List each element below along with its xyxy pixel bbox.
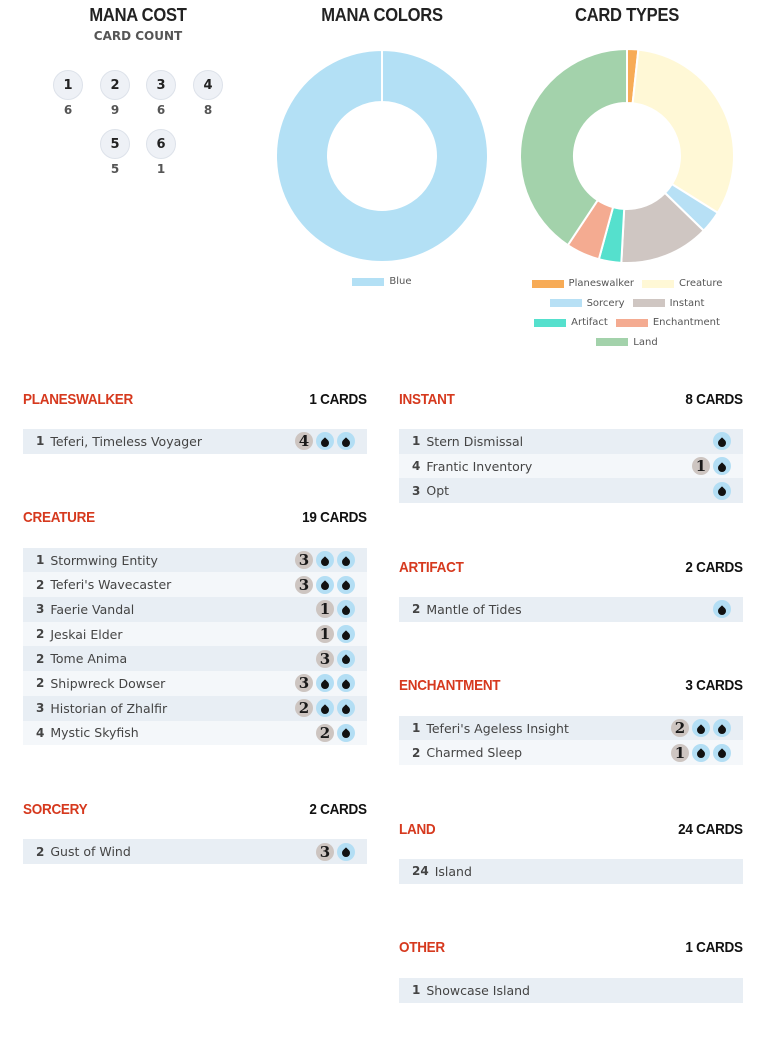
- card-quantity: 2: [412, 602, 421, 617]
- card-quantity: 3: [412, 483, 421, 498]
- drop-shape: [340, 679, 351, 690]
- legend-label: Blue: [389, 276, 412, 287]
- legend-item-blue: [352, 272, 411, 292]
- mana-cost-count: 1: [156, 162, 166, 176]
- legend-swatch: [534, 319, 566, 327]
- section-card-count: 2 CARDS: [685, 558, 743, 576]
- card-row[interactable]: [23, 622, 367, 647]
- card-quantity: 1: [412, 721, 421, 736]
- card-quantity: 2: [36, 577, 45, 592]
- card-name[interactable]: Charmed Sleep: [426, 745, 523, 761]
- legend-swatch: [616, 319, 648, 327]
- mana-cost-count: 8: [203, 103, 213, 117]
- mana-cost: [713, 600, 731, 618]
- drop-shape: [340, 581, 351, 592]
- section-header: [399, 937, 743, 959]
- water-drop-icon: [713, 719, 731, 737]
- drop-shape: [319, 704, 330, 715]
- mana-cost: [713, 432, 731, 450]
- section-card-count: 24 CARDS: [678, 820, 743, 838]
- legend-item-planeswalker: [532, 274, 634, 294]
- card-name[interactable]: Teferi, Timeless Voyager: [50, 433, 203, 449]
- mana-cost: [671, 744, 731, 762]
- water-drop-icon: [692, 719, 710, 737]
- drop-shape: [695, 724, 706, 735]
- water-drop-icon: [316, 551, 334, 569]
- drop-shape: [716, 724, 727, 735]
- mana-cost-count: 5: [110, 162, 120, 176]
- water-drop-icon: [316, 432, 334, 450]
- legend-swatch: [633, 299, 665, 307]
- right-column: [399, 388, 743, 1056]
- mana-cost-bubble: 6: [146, 129, 176, 159]
- mana-cost-item: [146, 129, 176, 176]
- legend-item-instant: [633, 294, 705, 314]
- card-name[interactable]: Island: [434, 863, 472, 879]
- legend-item-creature: [642, 274, 722, 294]
- mana-colors-slice-blue: [276, 50, 488, 262]
- mana-cost-count: 9: [110, 103, 120, 117]
- water-drop-icon: [337, 600, 355, 618]
- card-quantity: 2: [36, 676, 45, 691]
- card-row[interactable]: [399, 429, 743, 454]
- card-name[interactable]: Shipwreck Dowser: [50, 675, 166, 691]
- drop-shape: [340, 437, 351, 448]
- section-header: [23, 507, 367, 529]
- legend-label: Creature: [678, 278, 723, 289]
- section-title: SORCERY: [23, 800, 88, 818]
- mana-cost: [295, 432, 355, 450]
- legend-item-land: [596, 333, 657, 353]
- mana-cost: [713, 482, 731, 500]
- water-drop-icon: [337, 724, 355, 742]
- card-quantity: 2: [36, 844, 45, 859]
- section-creature: [23, 507, 367, 746]
- mana-cost: [316, 843, 355, 861]
- legend-label: Artifact: [571, 317, 608, 328]
- section-card-count: 1 CARDS: [685, 939, 743, 957]
- section-sorcery: [23, 798, 367, 864]
- drop-shape: [716, 437, 727, 448]
- legend-item-enchantment: [616, 313, 720, 333]
- left-column: [23, 388, 367, 917]
- section-title: ENCHANTMENT: [399, 677, 501, 695]
- water-drop-icon: [692, 744, 710, 762]
- water-drop-icon: [337, 625, 355, 643]
- card-name[interactable]: Mystic Skyfish: [50, 725, 139, 741]
- card-row[interactable]: [23, 572, 367, 597]
- generic-mana-icon: 1: [671, 744, 689, 762]
- section-planeswalker: [23, 388, 367, 454]
- generic-mana-icon: 3: [316, 843, 334, 861]
- water-drop-icon: [316, 576, 334, 594]
- mana-cost-bubble: 5: [100, 129, 130, 159]
- mana-cost: [692, 457, 731, 475]
- mana-colors-donut: [272, 46, 492, 266]
- drop-shape: [695, 749, 706, 760]
- section-title: INSTANT: [399, 390, 455, 408]
- mana-cost-title: MANA COST: [89, 5, 187, 25]
- legend-row: [517, 294, 737, 314]
- drop-shape: [340, 704, 351, 715]
- card-name[interactable]: Faerie Vandal: [50, 601, 135, 617]
- card-row[interactable]: [23, 696, 367, 721]
- legend-row: [302, 272, 462, 292]
- mana-cost-subtitle: CARD COUNT: [93, 29, 183, 43]
- generic-mana-icon: 3: [316, 650, 334, 668]
- section-card-count: 19 CARDS: [302, 509, 367, 527]
- card-row[interactable]: [399, 740, 743, 765]
- water-drop-icon: [713, 600, 731, 618]
- mana-cost-count: 6: [63, 103, 73, 117]
- water-drop-icon: [713, 457, 731, 475]
- legend-swatch: [352, 278, 384, 286]
- card-row[interactable]: [23, 646, 367, 671]
- water-drop-icon: [713, 482, 731, 500]
- generic-mana-icon: 4: [295, 432, 313, 450]
- card-name[interactable]: Opt: [426, 483, 450, 499]
- section-header: [399, 675, 743, 697]
- mana-cost: [295, 551, 355, 569]
- mana-cost: [295, 674, 355, 692]
- drop-shape: [340, 655, 351, 666]
- card-name[interactable]: Jeskai Elder: [50, 626, 123, 642]
- legend-item-artifact: [534, 313, 608, 333]
- card-quantity: 1: [36, 553, 45, 568]
- mana-cost-item: [193, 70, 223, 117]
- drop-shape: [340, 556, 351, 567]
- legend-row: [517, 333, 737, 353]
- water-drop-icon: [337, 674, 355, 692]
- card-row[interactable]: [23, 839, 367, 864]
- drop-shape: [319, 581, 330, 592]
- section-instant: [399, 388, 743, 503]
- card-name[interactable]: Stern Dismissal: [426, 433, 524, 449]
- card-types-donut: [517, 46, 737, 266]
- card-name[interactable]: Stormwing Entity: [50, 552, 158, 568]
- generic-mana-icon: 2: [671, 719, 689, 737]
- drop-shape: [340, 847, 351, 858]
- card-row[interactable]: [399, 478, 743, 503]
- generic-mana-icon: 3: [295, 551, 313, 569]
- drop-shape: [716, 749, 727, 760]
- card-quantity: 3: [36, 701, 45, 716]
- water-drop-icon: [316, 674, 334, 692]
- card-name[interactable]: Frantic Inventory: [426, 458, 533, 474]
- section-title: ARTIFACT: [399, 558, 464, 576]
- water-drop-icon: [337, 699, 355, 717]
- water-drop-icon: [316, 699, 334, 717]
- legend-label: Enchantment: [652, 317, 720, 328]
- section-title: CREATURE: [23, 509, 95, 527]
- generic-mana-icon: 3: [295, 674, 313, 692]
- drop-shape: [319, 679, 330, 690]
- drop-shape: [319, 437, 330, 448]
- card-row[interactable]: [399, 859, 743, 884]
- section-enchantment: [399, 675, 743, 765]
- mana-cost-item: [53, 70, 83, 117]
- mana-cost: [295, 576, 355, 594]
- section-card-count: 8 CARDS: [685, 390, 743, 408]
- generic-mana-icon: 2: [316, 724, 334, 742]
- section-other: [399, 937, 743, 1003]
- card-row[interactable]: [399, 978, 743, 1003]
- legend-swatch: [642, 280, 674, 288]
- section-header: [399, 388, 743, 410]
- mana-cost-bubble: 2: [100, 70, 130, 100]
- drop-shape: [716, 462, 727, 473]
- section-card-count: 1 CARDS: [309, 390, 367, 408]
- legend-row: [517, 274, 737, 294]
- section-title: PLANESWALKER: [23, 390, 134, 408]
- mana-cost-bubble: 3: [146, 70, 176, 100]
- card-name[interactable]: Teferi's Wavecaster: [50, 577, 172, 593]
- legend-item-sorcery: [550, 294, 625, 314]
- mana-cost-item: [146, 70, 176, 117]
- card-types-title: CARD TYPES: [575, 5, 679, 25]
- card-quantity: 1: [412, 983, 421, 998]
- card-quantity: 24: [412, 864, 429, 879]
- mana-cost: [671, 719, 731, 737]
- section-header: [399, 818, 743, 840]
- mana-cost-bubble: 1: [53, 70, 83, 100]
- legend-row: [517, 313, 737, 333]
- card-row[interactable]: [399, 716, 743, 741]
- mana-cost-bubble: 4: [193, 70, 223, 100]
- water-drop-icon: [713, 432, 731, 450]
- card-quantity: 4: [412, 459, 421, 474]
- card-name[interactable]: Historian of Zhalfir: [50, 700, 168, 716]
- section-card-count: 3 CARDS: [685, 677, 743, 695]
- card-row[interactable]: [23, 671, 367, 696]
- drop-shape: [716, 487, 727, 498]
- water-drop-icon: [713, 744, 731, 762]
- drop-shape: [340, 630, 351, 641]
- legend-label: Planeswalker: [568, 278, 634, 289]
- drop-shape: [716, 605, 727, 616]
- mana-cost: [316, 625, 355, 643]
- card-quantity: 1: [36, 434, 45, 449]
- generic-mana-icon: 1: [316, 625, 334, 643]
- legend-label: Sorcery: [586, 297, 625, 309]
- card-name[interactable]: Mantle of Tides: [426, 601, 522, 617]
- legend-swatch: [532, 280, 564, 288]
- mana-colors-legend: [302, 272, 462, 292]
- legend-label: Instant: [669, 297, 705, 309]
- water-drop-icon: [337, 432, 355, 450]
- card-name[interactable]: Showcase Island: [426, 982, 530, 998]
- mana-colors-title: MANA COLORS: [321, 5, 443, 25]
- mana-cost-count: 6: [156, 103, 166, 117]
- section-title: LAND: [399, 820, 436, 838]
- legend-swatch: [550, 299, 582, 307]
- section-title: OTHER: [399, 939, 445, 957]
- card-name[interactable]: Teferi's Ageless Insight: [426, 720, 569, 736]
- card-row[interactable]: [23, 597, 367, 622]
- card-quantity: 3: [36, 602, 45, 617]
- drop-shape: [340, 605, 351, 616]
- water-drop-icon: [337, 576, 355, 594]
- water-drop-icon: [337, 551, 355, 569]
- mana-cost: [316, 600, 355, 618]
- card-row[interactable]: [23, 548, 367, 573]
- mana-cost: [316, 724, 355, 742]
- card-name[interactable]: Tome Anima: [50, 651, 128, 667]
- water-drop-icon: [337, 650, 355, 668]
- card-quantity: 2: [36, 627, 45, 642]
- mana-cost: [316, 650, 355, 668]
- mana-cost-item: [100, 70, 130, 117]
- card-name[interactable]: Gust of Wind: [50, 844, 131, 860]
- section-header: [23, 798, 367, 820]
- card-types-slice-creature: [633, 50, 734, 213]
- water-drop-icon: [337, 843, 355, 861]
- card-quantity: 2: [412, 745, 421, 760]
- generic-mana-icon: 3: [295, 576, 313, 594]
- generic-mana-icon: 1: [692, 457, 710, 475]
- generic-mana-icon: 2: [295, 699, 313, 717]
- card-row[interactable]: [399, 597, 743, 622]
- section-header: [399, 556, 743, 578]
- card-row[interactable]: [399, 454, 743, 479]
- card-quantity: 4: [36, 725, 45, 740]
- section-card-count: 2 CARDS: [309, 800, 367, 818]
- card-types-legend: [517, 274, 737, 352]
- drop-shape: [340, 729, 351, 740]
- generic-mana-icon: 1: [316, 600, 334, 618]
- mana-cost-item: [100, 129, 130, 176]
- legend-swatch: [596, 338, 628, 346]
- mana-cost: [295, 699, 355, 717]
- card-quantity: 1: [412, 434, 421, 449]
- section-artifact: [399, 556, 743, 622]
- legend-label: Land: [633, 336, 658, 348]
- drop-shape: [319, 556, 330, 567]
- card-row[interactable]: [23, 721, 367, 746]
- section-header: [23, 388, 367, 410]
- card-row[interactable]: [23, 429, 367, 454]
- card-quantity: 2: [36, 651, 45, 666]
- section-land: [399, 818, 743, 884]
